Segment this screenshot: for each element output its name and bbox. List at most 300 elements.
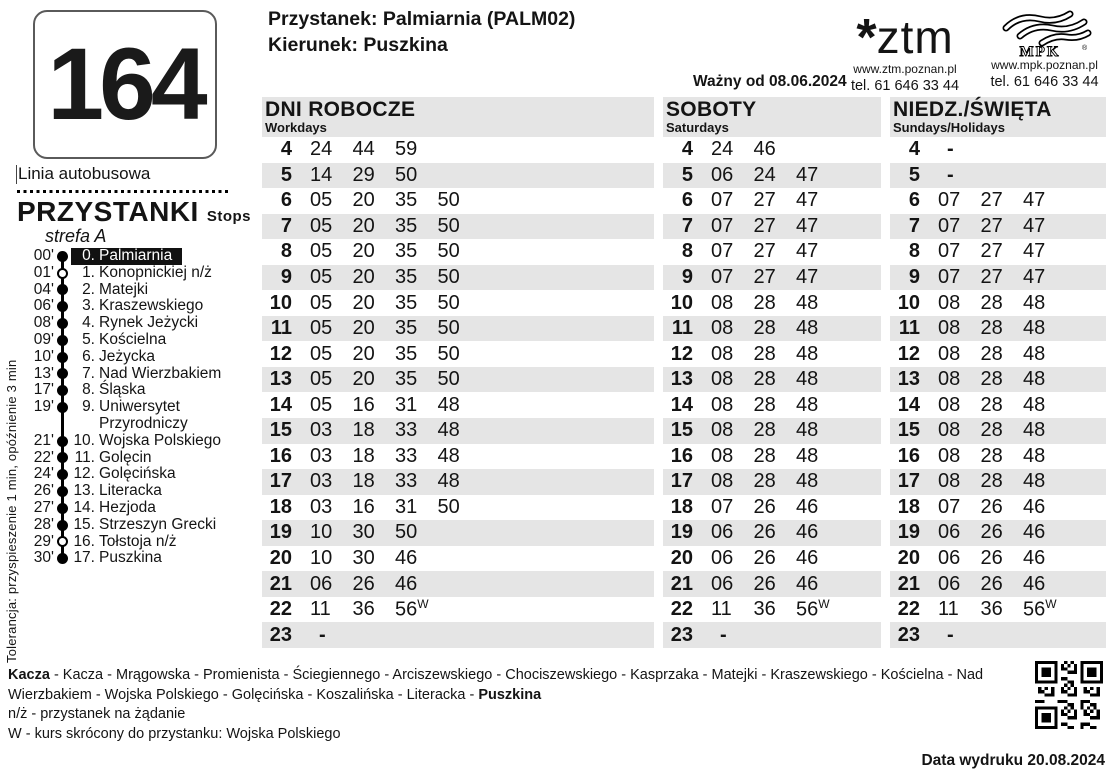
minute-cell: 50 [395, 521, 418, 544]
timetable-row [890, 214, 1106, 240]
stop-number: 13. [73, 482, 95, 500]
hour-cell: 10 [269, 291, 292, 314]
minute-cell: $56^W$ [1023, 597, 1057, 621]
stop-name: Puszkina [99, 549, 162, 567]
timetable-row [663, 367, 881, 393]
minute-cell: 10 [310, 521, 333, 544]
hour-cell: 23 [897, 623, 920, 646]
timetable-row [890, 265, 1106, 291]
minute-cell: 18 [352, 470, 375, 493]
minute-cell: 44 [352, 138, 375, 161]
hour-cell: 4 [908, 138, 920, 161]
timetable-row [262, 137, 654, 163]
note-on-demand: n/ż - przystanek na żądanie [8, 706, 186, 722]
minute-cell: 46 [796, 521, 819, 544]
minute-cell: 48 [437, 444, 460, 467]
hour-cell: 11 [671, 317, 693, 340]
timetable-saturdays [663, 97, 881, 648]
minute-cell: 26 [980, 547, 1003, 570]
hour-cell: 15 [670, 419, 693, 442]
hour-cell: 12 [269, 342, 292, 365]
minute-cell: 20 [352, 291, 375, 314]
minute-cell: 08 [938, 470, 961, 493]
hour-cell: 15 [897, 419, 920, 442]
stop-time: 01' [33, 263, 54, 281]
hour-cell: 5 [280, 163, 292, 186]
minute-cell: 27 [753, 214, 776, 237]
minute-cell: 35 [395, 214, 418, 237]
stop-row [17, 500, 265, 517]
stop-bullet-icon [54, 349, 71, 366]
stops-panel [17, 197, 265, 567]
minute-cell: 48 [796, 291, 819, 314]
minute-cell: 20 [352, 266, 375, 288]
timetable-row [663, 571, 881, 597]
hour-cell: 16 [897, 444, 920, 467]
timetable-title: SOBOTY [666, 98, 757, 121]
hour-cell: 21 [670, 572, 693, 595]
minute-cell: 33 [395, 419, 418, 442]
timetable-row [663, 290, 881, 316]
minute-cell: - [720, 623, 727, 646]
stop-label [71, 382, 146, 399]
hour-cell: 19 [670, 521, 693, 544]
timetable-row [262, 392, 654, 418]
stop-name: Śląska [99, 381, 146, 399]
timetable-row [262, 469, 654, 495]
timetable-row [890, 571, 1106, 597]
timetable-rows [262, 137, 654, 648]
minute-cell: 26 [753, 495, 776, 518]
minute-cell: 06 [938, 547, 961, 570]
minute-cell: 26 [352, 572, 375, 595]
timetable-row [663, 214, 881, 240]
minute-cell: $56^W$ [796, 597, 830, 621]
timetable-title: DNI ROBOCZE [265, 98, 416, 121]
minute-cell: 05 [310, 189, 333, 212]
minute-cell: 16 [352, 495, 375, 518]
timetable-row [890, 520, 1106, 546]
minute-cell: 06 [711, 547, 734, 570]
minute-cell: 47 [796, 240, 819, 263]
minute-cell: 48 [796, 444, 819, 467]
minute-cell: 06 [711, 572, 734, 595]
hour-cell: 15 [269, 419, 292, 442]
stops-title: PRZYSTANKI [17, 196, 199, 227]
minute-cell: 48 [1023, 470, 1046, 493]
minute-cell: 07 [711, 495, 734, 518]
line-type-label: Linia autobusowa [18, 164, 151, 183]
minute-cell: 50 [437, 189, 460, 212]
stop-row [17, 517, 265, 534]
minute-cell: 08 [938, 444, 961, 467]
timetable-row [262, 520, 654, 546]
stop-name: Uniwersytet Przyrodniczy [99, 398, 188, 432]
minute-cell: 48 [796, 470, 819, 493]
minute-cell: 05 [310, 291, 333, 314]
minute-cell: 36 [980, 598, 1003, 621]
stop-name: Wojska Polskiego [99, 431, 222, 449]
svg-text:MPK: MPK [1019, 44, 1060, 58]
timetable-row [262, 316, 654, 342]
stop-label [71, 517, 216, 534]
minute-cell: 05 [310, 393, 333, 416]
hour-cell: 19 [269, 521, 292, 544]
minute-cell: 46 [1023, 495, 1046, 518]
timetable-row [890, 392, 1106, 418]
minute-cell: 35 [395, 317, 418, 340]
stop-row [17, 332, 265, 349]
hour-cell: 14 [269, 393, 292, 416]
timetable-subtitle: Sundays/Holidays [893, 120, 1005, 135]
timetable-row [890, 495, 1106, 521]
stop-time: 27' [33, 498, 54, 516]
minute-cell: 46 [1023, 572, 1046, 595]
stop-number: 6. [82, 347, 95, 365]
stop-time: 24' [33, 465, 54, 483]
timetable-row [663, 546, 881, 572]
hour-cell: 10 [897, 291, 920, 314]
minute-cell: 27 [980, 214, 1003, 237]
minute-cell: 48 [796, 317, 819, 340]
minute-cell: 07 [938, 495, 961, 518]
minute-cell: 28 [980, 444, 1003, 467]
stop-bullet-icon [54, 298, 71, 315]
hour-cell: 17 [269, 470, 292, 493]
hour-cell: 16 [670, 444, 693, 467]
minute-cell: 59 [395, 138, 418, 161]
minute-cell: 07 [938, 214, 961, 237]
stop-number: 17. [73, 549, 95, 567]
stop-row [17, 315, 265, 332]
stop-bullet-on-demand-icon [54, 265, 71, 282]
hour-cell: 17 [670, 470, 693, 493]
minute-cell: 46 [1023, 547, 1046, 570]
stop-time: 06' [33, 297, 54, 315]
minute-cell: 06 [310, 572, 333, 595]
stop-bullet-icon [54, 433, 71, 450]
mpk-phone: tel. 61 646 33 44 [990, 74, 1099, 90]
stop-number: 7. [82, 364, 95, 382]
minute-cell: 03 [310, 444, 333, 467]
minute-cell: 35 [395, 368, 418, 391]
timetable-row [262, 622, 654, 648]
timetable-row [262, 418, 654, 444]
timetable-rows [663, 137, 881, 648]
minute-cell: 27 [753, 266, 776, 288]
stop-bullet-icon [54, 282, 71, 299]
minute-cell: 11 [938, 598, 959, 621]
stop-name: Matejki [99, 280, 149, 298]
minute-cell: 08 [711, 291, 734, 314]
minute-cell: 48 [437, 470, 460, 493]
minute-cell: 35 [395, 342, 418, 365]
minute-cell: 30 [352, 547, 375, 570]
stop-label [71, 282, 148, 299]
minute-cell: 03 [310, 495, 333, 518]
hour-cell: 9 [280, 266, 292, 288]
direction-label: Kierunek: Puszkina [268, 34, 448, 56]
divider-tick [16, 165, 17, 184]
stop-time: 13' [33, 364, 54, 382]
hour-cell: 23 [670, 623, 693, 646]
hour-cell: 17 [897, 470, 920, 493]
timetable-row [262, 444, 654, 470]
stop-row [17, 534, 265, 551]
stop-label [71, 550, 162, 567]
timetable-row [262, 341, 654, 367]
page-header [268, 6, 575, 58]
print-date-label: Data wydruku 20.08.2024 [921, 752, 1105, 769]
stop-bullet-icon [54, 366, 71, 383]
minute-cell: 50 [437, 291, 460, 314]
minute-cell: 28 [753, 393, 776, 416]
stop-name: Nad Wierzbakiem [99, 364, 222, 382]
minute-cell: - [947, 163, 954, 186]
stop-name: Literacka [99, 482, 162, 500]
stop-time: 21' [33, 431, 54, 449]
timetable-row [663, 469, 881, 495]
minute-cell: 07 [938, 266, 961, 288]
timetable-rows [890, 137, 1106, 648]
hour-cell: 23 [269, 623, 292, 646]
timetable-row [262, 367, 654, 393]
hour-cell: 7 [681, 214, 693, 237]
minute-cell: 07 [711, 240, 734, 263]
stop-label [71, 366, 221, 383]
minute-cell: 08 [938, 317, 961, 340]
stop-number: 2. [82, 280, 95, 298]
timetable-title: NIEDZ./ŚWIĘTA [893, 98, 1052, 121]
stop-label [71, 534, 177, 551]
minute-cell: 03 [310, 419, 333, 442]
minute-cell: 35 [395, 189, 418, 212]
minute-cell: 50 [437, 495, 460, 518]
timetable-row [663, 418, 881, 444]
stop-number: 5. [82, 330, 95, 348]
minute-cell: 10 [310, 547, 333, 570]
minute-cell: 46 [796, 572, 819, 595]
stop-number: 4. [82, 314, 95, 332]
stop-row [17, 298, 265, 315]
timetable-header [890, 97, 1106, 137]
minute-cell: 28 [980, 368, 1003, 391]
hour-cell: 11 [270, 317, 292, 340]
minute-cell: 48 [1023, 444, 1046, 467]
timetable-workdays [262, 97, 654, 648]
stop-name: Tołstoja n/ż [99, 532, 177, 550]
minute-cell: 07 [938, 189, 961, 212]
minute-cell: 46 [753, 138, 776, 161]
ztm-website: www.ztm.poznan.pl [853, 62, 957, 76]
timetable-row [890, 469, 1106, 495]
minute-cell: 28 [753, 317, 776, 340]
stop-row [17, 382, 265, 399]
stop-name: Jeżycka [99, 347, 155, 365]
timetable-row [262, 188, 654, 214]
hour-cell: 5 [681, 163, 693, 186]
hour-cell: 13 [269, 368, 292, 391]
hour-cell: 21 [897, 572, 920, 595]
stop-label [71, 450, 152, 467]
minute-cell: 28 [753, 291, 776, 314]
timetable-row [890, 188, 1106, 214]
minute-cell: 24 [753, 163, 776, 186]
minute-cell: 48 [796, 342, 819, 365]
stop-name: Rynek Jeżycki [99, 314, 199, 332]
minute-cell: 28 [753, 444, 776, 467]
minute-cell: 06 [711, 163, 734, 186]
stop-bullet-icon [54, 466, 71, 483]
minute-cell: 18 [352, 444, 375, 467]
mpk-website: www.mpk.poznan.pl [991, 58, 1098, 72]
stop-name: Kościelna [99, 330, 167, 348]
minute-cell: 35 [395, 266, 418, 288]
hour-cell: 9 [908, 266, 920, 288]
timetable-row [262, 163, 654, 189]
hour-cell: 10 [670, 291, 693, 314]
hour-cell: 14 [670, 393, 693, 416]
stop-bullet-icon [54, 399, 71, 416]
timetable-row [663, 239, 881, 265]
minute-cell: 08 [711, 368, 734, 391]
mpk-block [982, 6, 1107, 91]
stop-name: Strzeszyn Grecki [99, 515, 217, 533]
minute-cell: 27 [980, 240, 1003, 263]
stop-time: 19' [33, 398, 54, 416]
minute-cell: 26 [753, 521, 776, 544]
zone-label: strefa A [45, 226, 107, 246]
timetable-row [890, 163, 1106, 189]
ztm-phone: tel. 61 646 33 44 [850, 78, 960, 94]
stop-time: 08' [33, 314, 54, 332]
stop-row [17, 399, 265, 433]
hour-cell: 11 [898, 317, 920, 340]
minute-cell: 50 [437, 368, 460, 391]
stop-time: 29' [33, 532, 54, 550]
hour-cell: 7 [280, 214, 292, 237]
stop-label [71, 433, 221, 450]
timetable-row [890, 597, 1106, 623]
stop-row [17, 282, 265, 299]
timetable-row [262, 290, 654, 316]
minute-cell: 28 [980, 419, 1003, 442]
minute-cell: 28 [980, 342, 1003, 365]
stop-label [71, 399, 188, 433]
timetable-header [262, 97, 654, 137]
timetable-row [663, 520, 881, 546]
minute-cell: 48 [437, 393, 460, 416]
minute-cell: 24 [711, 138, 734, 161]
hour-cell: 19 [897, 521, 920, 544]
hour-cell: 18 [897, 495, 920, 518]
stop-row [17, 450, 265, 467]
ztm-star-icon: * [856, 9, 877, 67]
minute-cell: 07 [711, 189, 734, 212]
minute-cell: 07 [711, 266, 734, 288]
minute-cell: 05 [310, 342, 333, 365]
timetable-row [890, 137, 1106, 163]
minute-cell: 08 [938, 291, 961, 314]
minute-cell: 24 [310, 138, 333, 161]
timetable-row [663, 392, 881, 418]
stop-bullet-icon [54, 550, 71, 567]
stop-number: 12. [73, 465, 95, 483]
minute-cell: 05 [310, 317, 333, 340]
timetable-row [663, 163, 881, 189]
timetable-row [262, 495, 654, 521]
minute-cell: 08 [938, 368, 961, 391]
timetable-row [262, 571, 654, 597]
minute-cell: 48 [1023, 291, 1046, 314]
timetable-row [262, 546, 654, 572]
stop-name: Konopnickiej n/ż [99, 263, 212, 281]
timetable-header [663, 97, 881, 137]
minute-cell: 47 [796, 266, 819, 288]
registered-mark: ® [1081, 45, 1087, 52]
timetable-row [663, 137, 881, 163]
minute-cell: 48 [1023, 419, 1046, 442]
stop-name: Palmiarnia [99, 247, 173, 264]
minute-cell: 14 [310, 163, 333, 186]
stop-name: Golęcin [99, 448, 152, 466]
stop-time: 04' [33, 280, 54, 298]
minute-cell: 48 [796, 368, 819, 391]
timetable-row [262, 214, 654, 240]
valid-from-label: Ważny od 08.06.2024 [693, 73, 847, 90]
hour-cell: 18 [670, 495, 693, 518]
timetable-row [890, 239, 1106, 265]
minute-cell: 46 [1023, 521, 1046, 544]
minute-cell: - [319, 623, 326, 646]
minute-cell: 26 [753, 572, 776, 595]
stop-time: 10' [33, 347, 54, 365]
minute-cell: 06 [938, 521, 961, 544]
stop-time: 17' [33, 381, 54, 399]
footnote-marker: W [1045, 597, 1057, 612]
stop-row [17, 433, 265, 450]
minute-cell: 47 [1023, 189, 1046, 212]
line-number-box [33, 10, 217, 159]
stop-number: 9. [82, 398, 95, 416]
line-number: 164 [47, 27, 203, 141]
minute-cell: 27 [980, 189, 1003, 212]
minute-cell: 18 [352, 419, 375, 442]
stop-bullet-icon [54, 315, 71, 332]
minute-cell: 36 [753, 598, 776, 621]
minute-cell: 31 [395, 495, 418, 518]
minute-cell: 33 [395, 444, 418, 467]
hour-cell: 4 [681, 138, 693, 161]
minute-cell: 30 [352, 521, 375, 544]
minute-cell: 47 [1023, 214, 1046, 237]
minute-cell: - [947, 623, 954, 646]
minute-cell: 28 [753, 368, 776, 391]
timetable-row [663, 316, 881, 342]
timetable-row [663, 188, 881, 214]
timetable-row [890, 622, 1106, 648]
stop-label [71, 332, 166, 349]
minute-cell: 26 [753, 547, 776, 570]
timetable-row [890, 444, 1106, 470]
stop-bullet-icon [54, 382, 71, 399]
stop-bullet-icon [54, 483, 71, 500]
stop-time: 26' [33, 482, 54, 500]
minute-cell: 50 [395, 163, 418, 186]
stop-label: Przystanek: Palmiarnia (PALM02) [268, 8, 576, 30]
hour-cell: 12 [897, 342, 920, 365]
stop-bullet-icon [54, 500, 71, 517]
